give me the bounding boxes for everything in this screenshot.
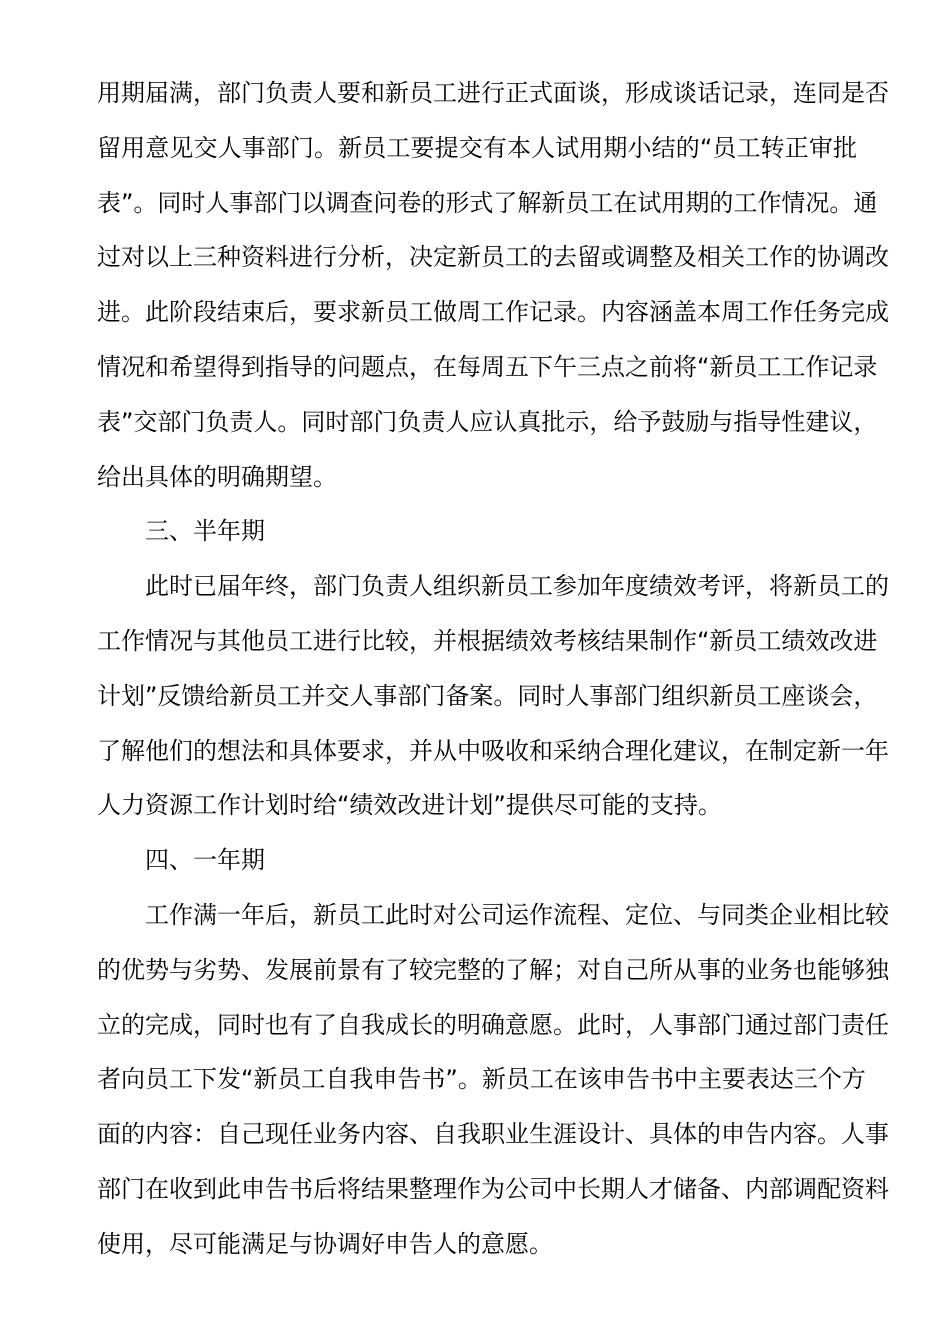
text-line: 用期届满，部门负责人要和新员工进行正式面谈，形成谈话记录，连同是否 [97, 79, 889, 107]
text-line: 表”。同时人事部门以调查问卷的形式了解新员工在试用期的工作情况。通 [97, 188, 878, 217]
text-line: 表”交部门负责人。同时部门负责人应认真批示，给予鼓励与指导性建议， [97, 407, 878, 436]
paragraph-one-year [97, 888, 889, 1272]
text-line: 面的内容：自己现任业务内容、自我职业生涯设计、具体的申告内容。人事 [97, 1120, 889, 1149]
text-line: 立的完成，同时也有了自我成长的明确意愿。此时，人事部门通过部门责任 [97, 1010, 889, 1039]
text-line: 进。此阶段结束后，要求新员工做周工作记录。内容涵盖本周工作任务完成 [97, 298, 889, 327]
text-line: 留用意见交人事部门。新员工要提交有本人试用期小结的“员工转正审批 [97, 133, 857, 162]
text-line: 工作满一年后，新员工此时对公司运作流程、定位、与同类企业相比较 [145, 900, 889, 929]
text-line: 给出具体的明确期望。 [97, 462, 337, 491]
text-line: 工作情况与其他员工进行比较，并根据绩效考核结果制作“新员工绩效改进 [97, 626, 878, 655]
text-line: 人力资源工作计划时给“绩效改进计划”提供尽可能的支持。 [97, 791, 722, 820]
text-line: 此时已届年终，部门负责人组织新员工参加年度绩效考评，将新员工的 [145, 572, 889, 601]
text-line: 部门在收到此申告书后将结果整理作为公司中长期人才储备、内部调配资料 [97, 1174, 889, 1203]
paragraph-probation-review [97, 66, 889, 504]
text-line: 者向员工下发“新员工自我申告书”。新员工在该申告书中主要表达三个方 [97, 1065, 866, 1094]
text-line: 的优势与劣势、发展前景有了较完整的了解；对自己所从事的业务也能够独 [97, 955, 889, 984]
text-line: 了解他们的想法和具体要求，并从中吸收和采纳合理化建议，在制定新一年 [97, 736, 889, 765]
text-line: 过对以上三种资料进行分析，决定新员工的去留或调整及相关工作的协调改 [97, 243, 889, 272]
text-line: 使用，尽可能满足与协调好申告人的意愿。 [97, 1229, 553, 1258]
section-heading-one-year: 四、一年期 [145, 846, 265, 875]
text-line: 情况和希望得到指导的问题点，在每周五下午三点之前将“新员工工作记录 [97, 352, 878, 381]
text-line: 计划”反馈给新员工并交人事部门备案。同时人事部门组织新员工座谈会， [97, 681, 878, 710]
paragraph-half-year [97, 559, 889, 833]
document-body [97, 66, 889, 1272]
section-heading-half-year: 三、半年期 [145, 517, 265, 546]
